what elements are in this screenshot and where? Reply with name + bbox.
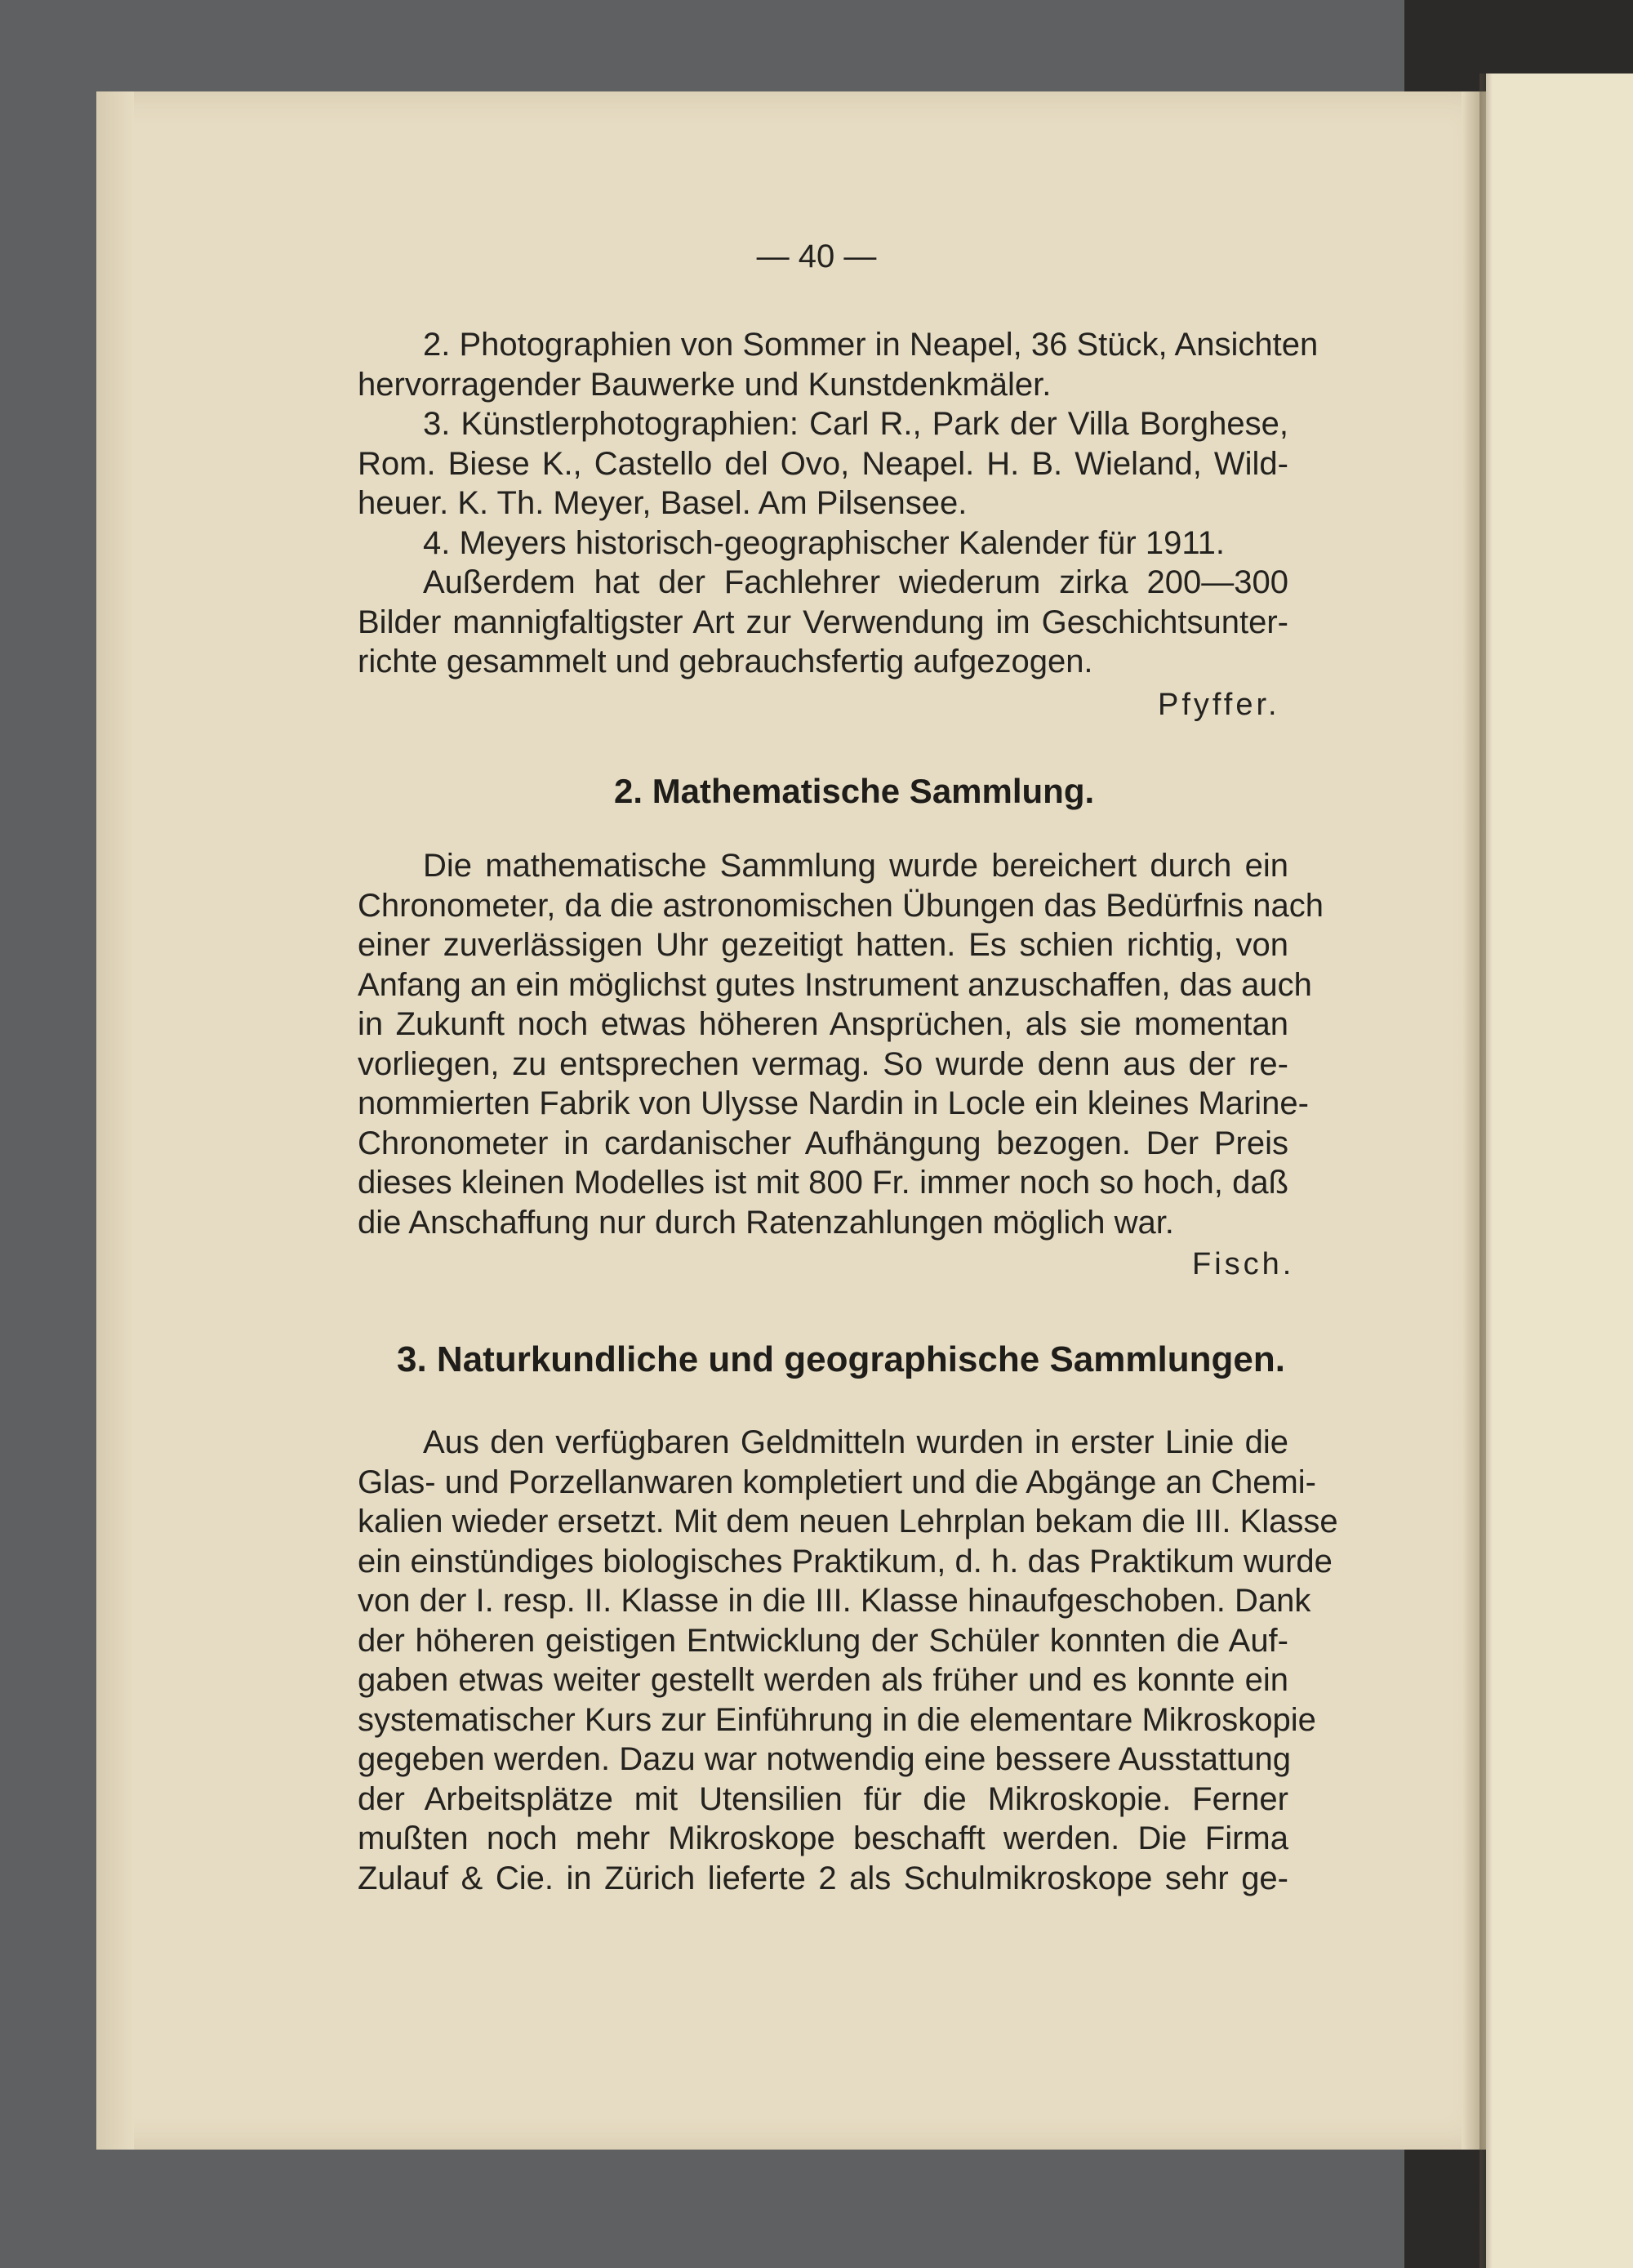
section1-text [358, 325, 1319, 682]
text-line: in Zukunft noch etwas höheren Ansprüchen, als sie momentan [358, 1006, 1288, 1042]
text-line: der Arbeitsplätze mit Utensilien für die Mikroskopie. Ferner [358, 1780, 1288, 1817]
text-line: gaben etwas weiter gestellt werden als früher und es konnte ein [358, 1662, 1288, 1698]
text-line: Zulauf & Cie. in Zürich lieferte 2 als Schulmikroskope sehr ge- [358, 1860, 1288, 1896]
text-line: 2. Photographien von Sommer in Neapel, 36 Stück, Ansichten [423, 327, 1319, 363]
section2-text [358, 846, 1324, 1242]
text-line: von der I. resp. II. Klasse in die III. Klasse hinaufgeschoben. Dank [358, 1583, 1311, 1619]
signature-pfyffer: Pfyffer. [1158, 688, 1280, 722]
text-line: einer zuverlässigen Uhr gezeitigt hatten. Es schien richtig, von [358, 927, 1288, 963]
text-line: systematischer Kurs zur Einführung in die elementare Mikroskopie [358, 1701, 1316, 1738]
text-line: dieses kleinen Modelles ist mit 800 Fr. immer noch so hoch, daß [358, 1165, 1288, 1201]
heading-mathematische-sammlung: 2. Mathematische Sammlung. [614, 772, 1095, 810]
text-line: richte gesammelt und gebrauchsfertig aufgezogen. [358, 644, 1093, 680]
text-line: Chronometer in cardanischer Aufhängung bezogen. Der Preis [358, 1125, 1288, 1161]
text-line: 3. Künstlerphotographien: Carl R., Park der Villa Borghese, [423, 406, 1288, 442]
page-left-edge [96, 91, 134, 2150]
text-line: Chronometer, da die astronomischen Übungen das Bedürfnis nach [358, 887, 1324, 924]
facing-page-edge [1486, 74, 1633, 2268]
text-line: die Anschaffung nur durch Ratenzahlungen möglich war. [358, 1204, 1174, 1241]
text-line: nommierten Fabrik von Ulysse Nardin in Locle ein kleines Marine- [358, 1085, 1309, 1121]
text-line: Die mathematische Sammlung wurde bereichert durch ein [423, 848, 1288, 884]
text-line: heuer. K. Th. Meyer, Basel. Am Pilsensee. [358, 485, 968, 521]
text-line: 4. Meyers historisch-geographischer Kalender für 1911. [423, 524, 1225, 561]
text-line: Bilder mannigfaltigster Art zur Verwendung im Geschichtsunter- [358, 604, 1288, 640]
text-line: mußten noch mehr Mikroskope beschafft werden. Die Firma [358, 1820, 1288, 1856]
text-line: ein einstündiges biologisches Praktikum, d. h. das Praktikum wurde [358, 1543, 1333, 1580]
text-line: Aus den verfügbaren Geldmitteln wurden in erster Linie die [423, 1424, 1288, 1460]
text-line: der höheren geistigen Entwicklung der Schüler konnten die Auf- [358, 1622, 1288, 1659]
page-number: — 40 — [756, 238, 877, 274]
signature-fisch: Fisch. [1192, 1247, 1295, 1281]
text-line: Glas- und Porzellanwaren kompletiert und die Abgänge an Chemi- [358, 1464, 1317, 1500]
heading-naturkundliche-sammlungen: 3. Naturkundliche und geographische Sammlungen. [397, 1339, 1285, 1379]
text-line: vorliegen, zu entsprechen vermag. So wurde denn aus der re- [358, 1045, 1288, 1082]
text-line: Rom. Biese K., Castello del Ovo, Neapel. H. B. Wieland, Wild- [358, 445, 1288, 482]
spine-shadow [1479, 74, 1493, 2268]
text-line: Außerdem hat der Fachlehrer wiederum zirka 200—300 [423, 564, 1288, 600]
text-line: hervorragender Bauwerke und Kunstdenkmäler. [358, 366, 1052, 403]
text-line: Anfang an ein möglichst gutes Instrument anzuschaffen, das auch [358, 966, 1312, 1003]
text-line: kalien wieder ersetzt. Mit dem neuen Lehrplan bekam die III. Klasse [358, 1504, 1338, 1539]
text-line: gegeben werden. Dazu war notwendig eine bessere Ausstattung [358, 1741, 1291, 1777]
section3-text [358, 1423, 1338, 1898]
